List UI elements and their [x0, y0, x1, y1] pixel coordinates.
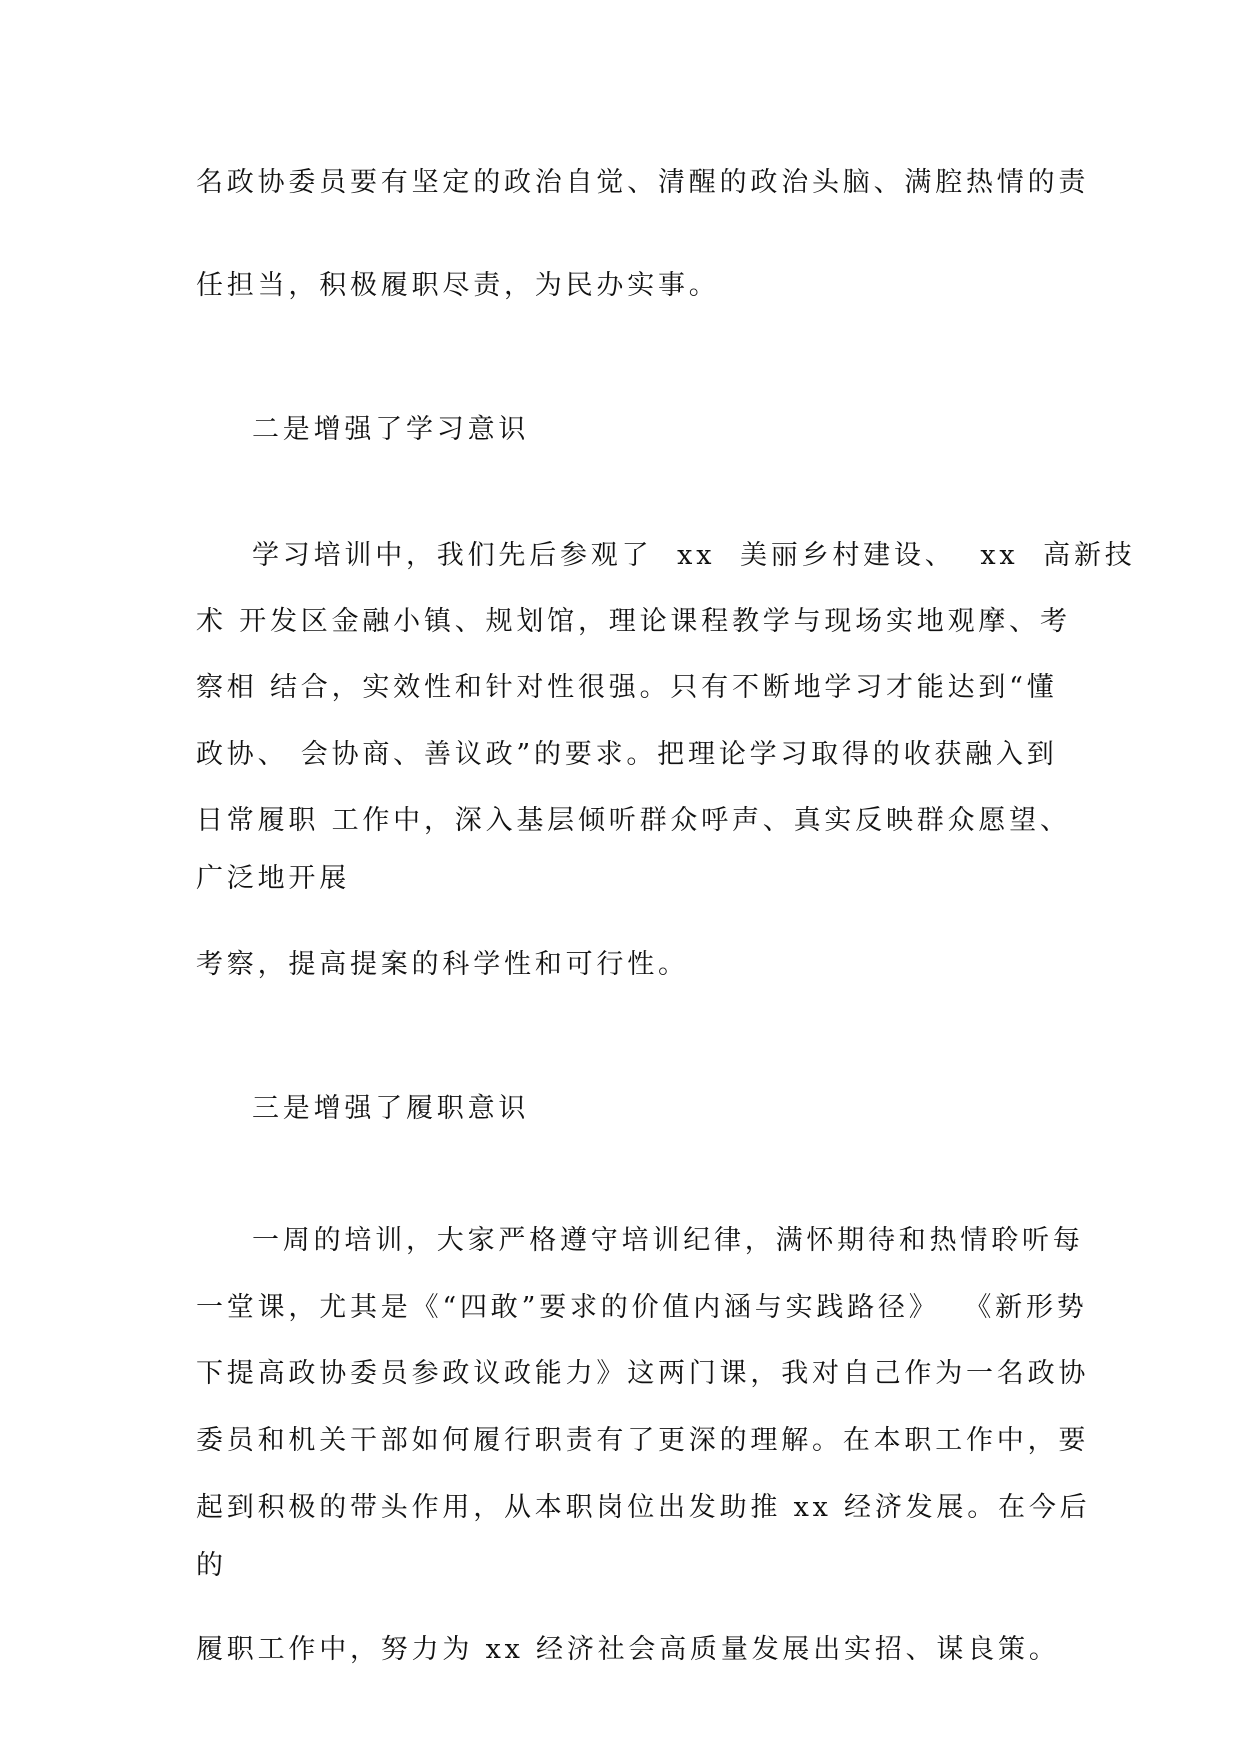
body-text-line: 察相 结合，实效性和针对性很强。只有不断地学习才能达到“懂 [196, 672, 1058, 703]
body-text-line: 考察，提高提案的科学性和可行性。 [196, 949, 689, 980]
section-heading: 二是增强了学习意识 [252, 414, 530, 445]
body-text-line: 履职工作中，努力为 xx 经济社会高质量发展出实招、谋良策。 [196, 1634, 1060, 1665]
body-text-line: 一周的培训，大家严格遵守培训纪律，满怀期待和热情聆听每 [252, 1225, 1084, 1256]
body-text-line: 学习培训中，我们先后参观了 xx 美丽乡村建设、 xx 高新技 [252, 540, 1136, 571]
body-text-line: 政协、 会协商、善议政”的要求。把理论学习取得的收获融入到 [196, 739, 1058, 770]
body-text-line: 一堂课，尤其是《“四敢”要求的价值内涵与实践路径》 《新形势 [196, 1292, 1088, 1323]
body-text-line: 起到积极的带头作用，从本职岗位出发助推 xx 经济发展。在今后 [196, 1492, 1091, 1523]
section-heading: 三是增强了履职意识 [252, 1093, 530, 1124]
body-text-line: 任担当，积极履职尽责，为民办实事。 [196, 270, 720, 301]
body-text-line: 委员和机关干部如何履行职责有了更深的理解。在本职工作中，要 [196, 1425, 1090, 1456]
body-text-line: 术 开发区金融小镇、规划馆，理论课程教学与现场实地观摩、考 [196, 606, 1071, 637]
body-text-line: 的 [196, 1550, 227, 1581]
body-text-line: 日常履职 工作中，深入基层倾听群众呼声、真实反映群众愿望、 [196, 805, 1071, 836]
body-text-line: 名政协委员要有坚定的政治自觉、清醒的政治头脑、满腔热情的责 [196, 167, 1090, 198]
body-text-line: 广泛地开展 [196, 863, 350, 894]
body-text-line: 下提高政协委员参政议政能力》这两门课，我对自己作为一名政协 [196, 1358, 1090, 1389]
